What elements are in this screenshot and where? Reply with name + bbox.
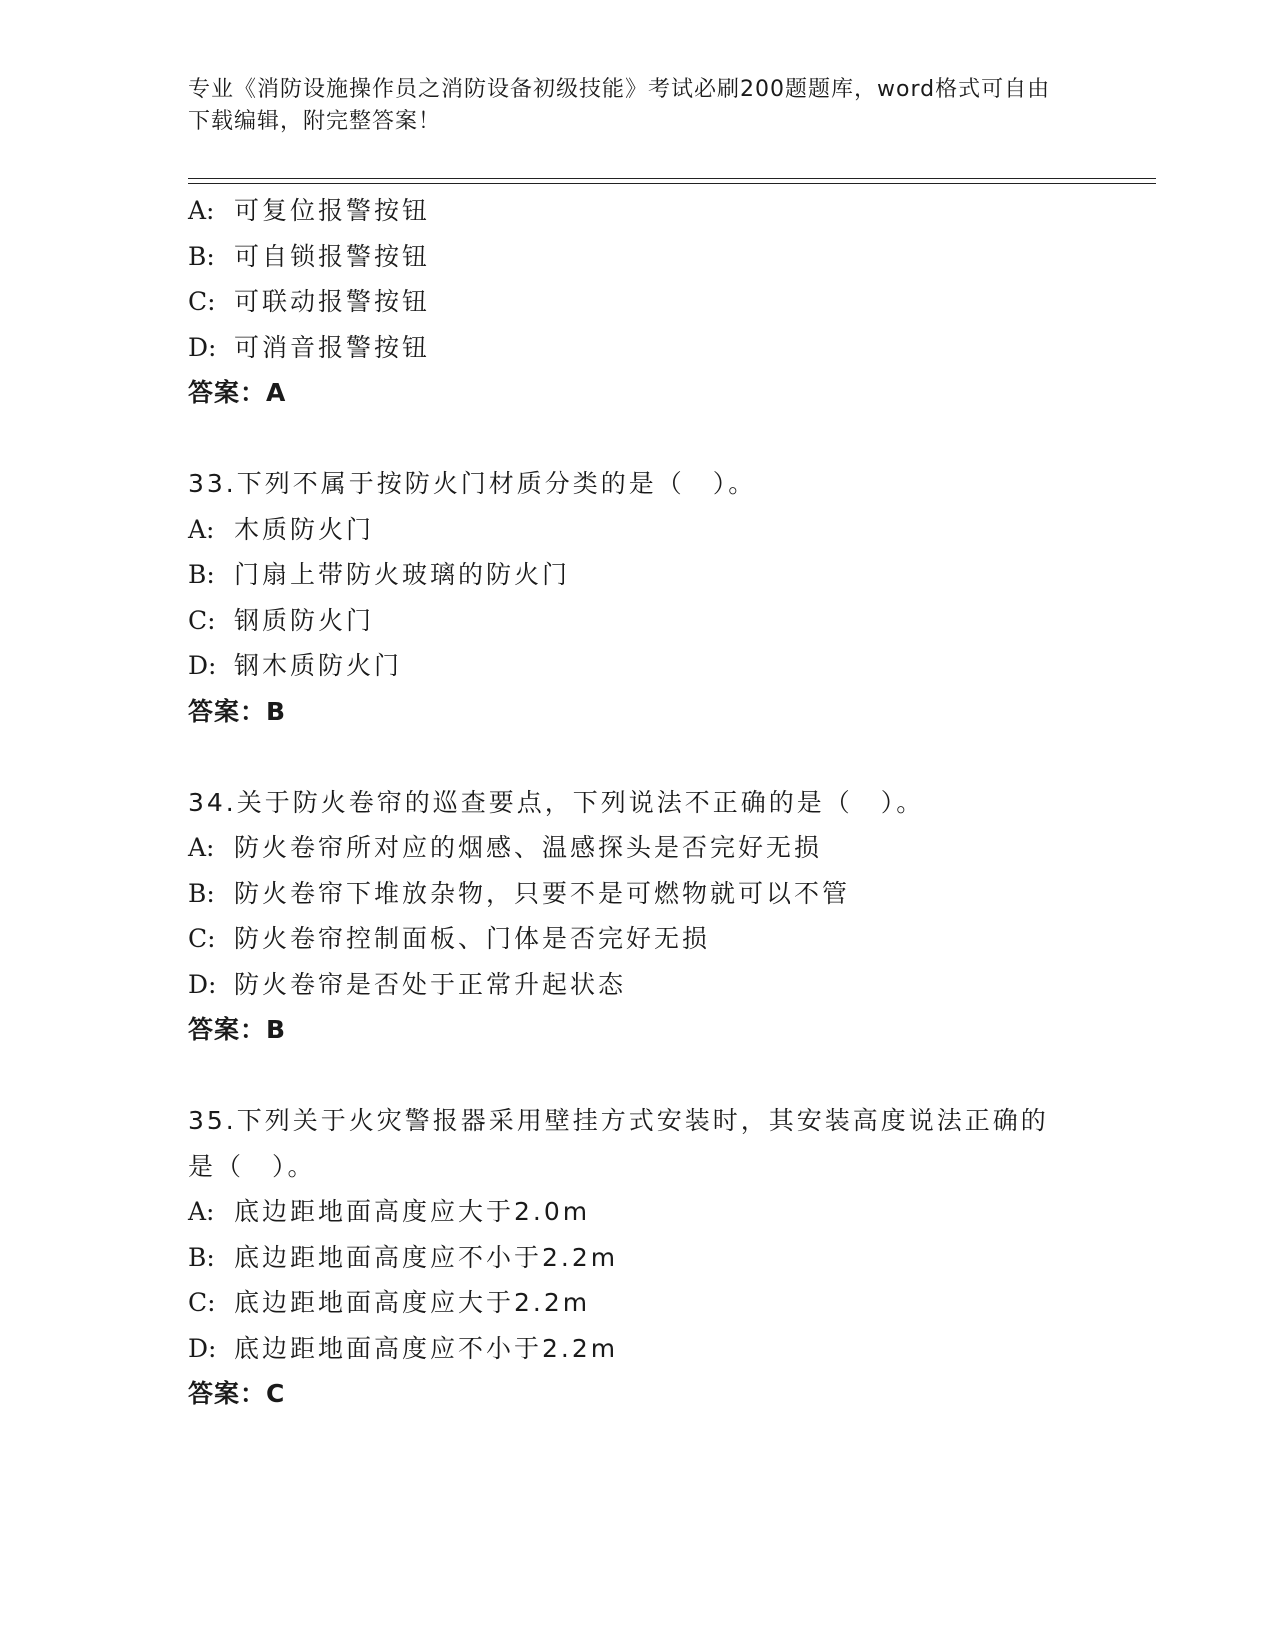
spacer (188, 734, 1148, 780)
spacer (188, 1053, 1148, 1099)
header-divider-bottom (188, 183, 1156, 184)
option-b: B: 门扇上带防火玻璃的防火门 (188, 560, 571, 589)
option-b: B: 底边距地面高度应不小于2.2m (188, 1242, 619, 1272)
option-a: A: 底边距地面高度应大于2.0m (188, 1197, 591, 1226)
document-header: 专业《消防设施操作员之消防设备初级技能》考试必刷200题题库，word格式可自由下载编辑，附完整答案！ (188, 77, 1051, 134)
option-c: C: 钢质防火门 (188, 605, 375, 635)
answer: 答案：B (188, 696, 287, 726)
answer: 答案：B (188, 1015, 287, 1044)
question-block-34 (188, 780, 1148, 1053)
spacer (188, 416, 1148, 462)
option-c: C: 可联动报警按钮 (188, 287, 431, 316)
question-block-35 (188, 1098, 1148, 1417)
option-a: A: 可复位报警按钮 (188, 196, 431, 225)
question-text-line1: 35.下列关于火灾警报器采用壁挂方式安装时，其安装高度说法正确的 (188, 1106, 1049, 1135)
header-divider-top (188, 178, 1156, 179)
question-list (188, 188, 1148, 1417)
option-c: C: 防火卷帘控制面板、门体是否完好无损 (188, 924, 711, 953)
question-block-33 (188, 461, 1148, 734)
question-text: 34.关于防火卷帘的巡查要点，下列说法不正确的是（ ）。 (188, 787, 925, 817)
option-b: B: 可自锁报警按钮 (188, 241, 431, 271)
option-a: A: 防火卷帘所对应的烟感、温感探头是否完好无损 (188, 833, 823, 862)
option-d: D: 可消音报警按钮 (188, 332, 431, 362)
option-d: D: 防火卷帘是否处于正常升起状态 (188, 969, 627, 999)
option-d: D: 钢木质防火门 (188, 651, 403, 680)
option-c: C: 底边距地面高度应大于2.2m (188, 1288, 591, 1317)
question-text-line2: 是（ ）。 (188, 1151, 316, 1181)
question-block-32 (188, 188, 1148, 416)
option-b: B: 防火卷帘下堆放杂物，只要不是可燃物就可以不管 (188, 878, 851, 908)
answer: 答案：A (188, 378, 287, 407)
answer: 答案：C (188, 1379, 286, 1408)
question-text: 33.下列不属于按防火门材质分类的是（ ）。 (188, 469, 757, 498)
option-a: A: 木质防火门 (188, 514, 375, 544)
option-d: D: 底边距地面高度应不小于2.2m (188, 1333, 619, 1363)
